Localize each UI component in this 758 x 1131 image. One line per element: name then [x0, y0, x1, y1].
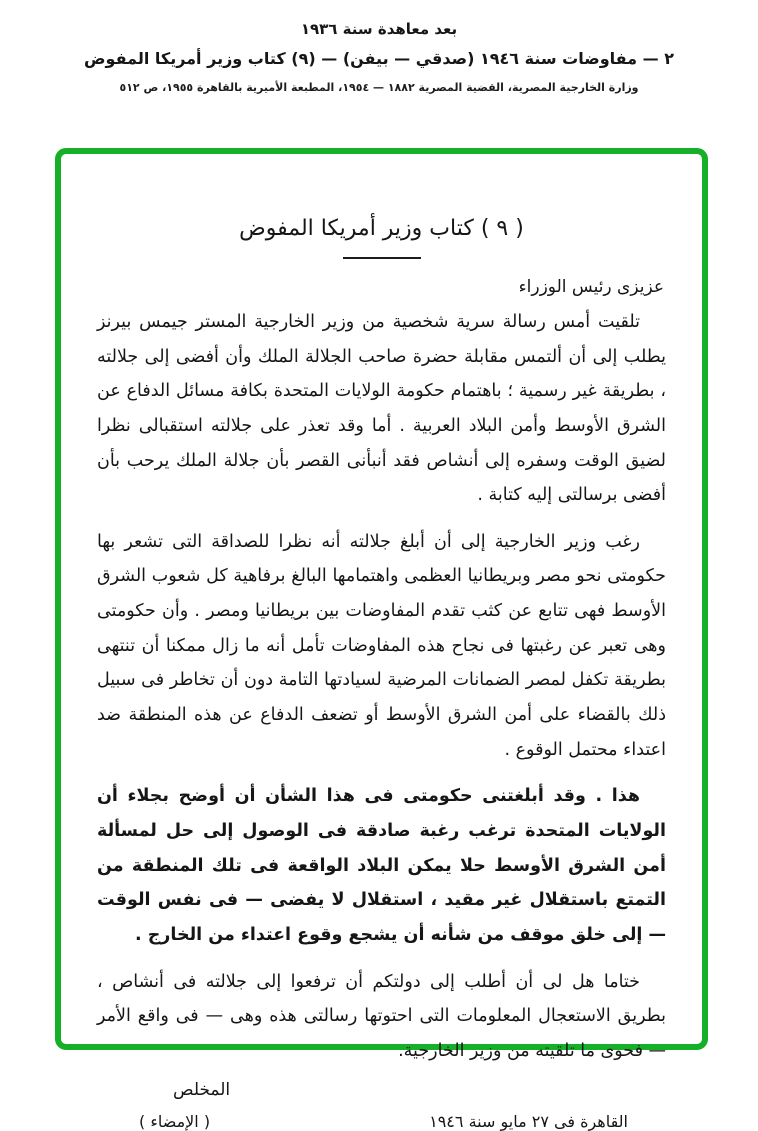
signature-placeholder: ( الإمضاء ) [139, 1112, 211, 1131]
dateline: القاهرة فى ٢٧ مايو سنة ١٩٤٦ [429, 1112, 628, 1131]
green-highlight-box [55, 148, 708, 1131]
letter-title: ( ٩ ) كتاب وزير أمريكا المفوض [239, 216, 524, 241]
header-treaty-line: بعد معاهدة سنة ١٩٣٦ [300, 20, 458, 38]
document-header [0, 0, 758, 94]
letter-paragraph-1: تلقيت أمس رسالة سرية شخصية من وزير الخارجية المستر جيمس بيرنز يطلب إلى أن ألتمس مقابلة حضرة صاحب الجلالة الملك وأن أفضى إلى جلالته ، بطريقة غير رسمية ؛ باهتمام حكومة الولايات المتحدة بكافة مسائل الدفاع عن الشرق الأوسط وأمن البلاد العربية . أما وقد تعذر على جلالته استقبالى نظرا لضيق الوقت وسفره إلى أنشاص فقد أنبأنى القصر بأن جلالة الملك يرحب بأن أفضى برسالتى إليه كتابة . [97, 312, 666, 506]
title-divider [343, 257, 421, 259]
header-source-citation: وزارة الخارجية المصرية، القضية المصرية ١٨٨٢ — ١٩٥٤، المطبعة الأميرية بالقاهرة ١٩٥٥، ص ٥١٢ [119, 81, 639, 94]
signature-row [97, 1104, 666, 1131]
letter-paragraph-2: رغب وزير الخارجية إلى أن أبلغ جلالته أنه نظرا للصداقة التى تشعر بها حكومتى نحو مصر وبريطانيا العظمى واهتمامها البالغ برفاهية كل شعوب الشرق الأوسط فهى تتابع عن كثب تقدم المفاوضات بين بريطانيا ومصر . وأن حكومتى وهى تعبر عن رغبتها فى نجاح هذه المفاوضات تأمل أنه ما زال ممكنا أن تنتهى بطريقة تكفل لمصر الضمانات المرضية لسيادتها التامة دون أن تخاطر فى سبيل ذلك بالقضاء على أمن الشرق الأوسط أو تضعف الدفاع عن هذه المنطقة ضد اعتداء محتمل الوقوع . [97, 531, 666, 760]
letter-paragraph-4: ختاما هل لى أن أطلب إلى دولتكم أن ترفعوا إلى جلالته فى أنشاص ، بطريق الاستعجال المعلومات التى احتوتها رسالتى هذه وهى — فى واقع الأمر — فحوى ما تلقيته من وزير الخارجية. [97, 971, 666, 1061]
salutation: عزيزى رئيس الوزراء [518, 277, 664, 297]
letter-paragraph-3: هذا . وقد أبلغتنى حكومتى فى هذا الشأن أن أوضح بجلاء أن الولايات المتحدة ترغب رغبة صادقة فى الوصول إلى حل لمسألة أمن الشرق الأوسط حلا يمكن البلاد الواقعة فى تلك المنطقة من التمتع باستقلال غير مقيد ، استقلال لا يفضى — فى نفس الوقت — إلى خلق موقف من شأنه أن يشجع وقوع اعتداء من الخارج . [97, 786, 666, 945]
header-chapter-line: ٢ — مفاوضات سنة ١٩٤٦ (صدقي — بيفن) — (٩) كتاب وزير أمريكا المفوض [84, 49, 674, 68]
closing-word: المخلص [173, 1080, 231, 1101]
